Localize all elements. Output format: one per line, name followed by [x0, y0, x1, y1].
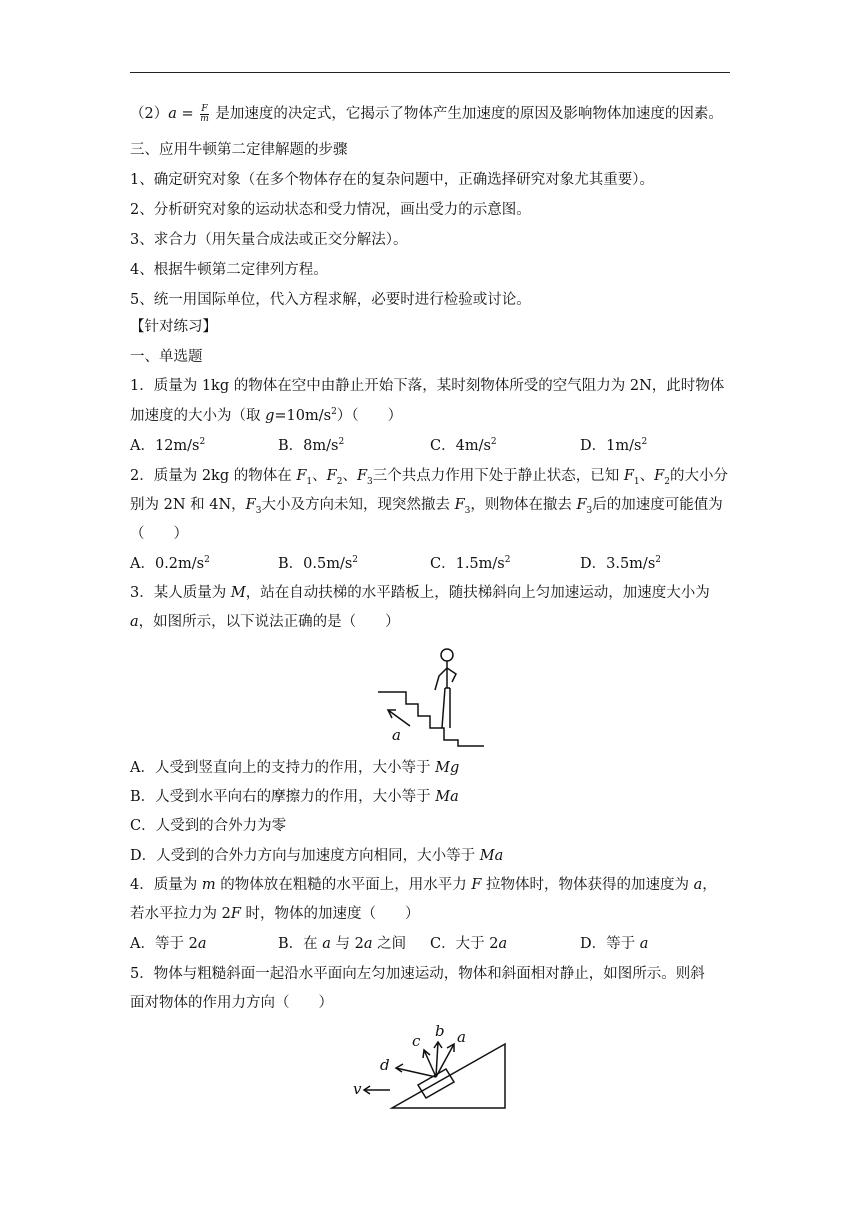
q2-option-c: C．$1.5m/s^2$ [430, 555, 511, 572]
q4-option-c: C．大于 2a [430, 936, 508, 952]
q4-option-a: A．等于 2a [130, 936, 207, 952]
arrow-label-b: b [435, 1022, 445, 1040]
step-5: 5、统一用国际单位，代入方程求解，必要时进行检验或讨论。 [130, 292, 531, 308]
q2-line-2: 别为 2N 和 4N，$F_3$大小及方向未知，现突然撤去 $F_3$，则物体在撤去 $F_3$后的加速度可能值为 [130, 497, 723, 516]
q3-option-b: B．人受到水平向右的摩擦力的作用，大小等于 Ma [130, 789, 459, 805]
section-heading: 三、应用牛顿第二定律解题的步骤 [130, 142, 348, 158]
q2-option-b: B．$0.5m/s^2$ [278, 555, 359, 572]
q4-line-2: 若水平拉力为 2F 时，物体的加速度（ ） [130, 906, 420, 922]
q1-option-d: D．$1m/s^2$ [580, 437, 648, 454]
q1-option-a: A．$12m/s^2$ [130, 437, 206, 454]
header-rule [130, 72, 730, 73]
formula-line: （2）a = $\frac{F}{m}$ 是加速度的决定式，它揭示了物体产生加速度的原因及影响物体加速度的因素。 [130, 103, 723, 124]
single-choice-heading: 一、单选题 [130, 349, 203, 365]
q5-line-1: 5．物体与粗糙斜面一起沿水平面向左匀加速运动，物体和斜面相对静止，如图所示。则斜 [130, 966, 705, 982]
q3-option-d: D．人受到的合外力方向与加速度方向相同，大小等于 Ma [130, 848, 504, 864]
step-1: 1、确定研究对象（在多个物体存在的复杂问题中，正确选择研究对象尤其重要）。 [130, 172, 654, 188]
arrow-label-d: d [380, 1056, 390, 1074]
q2-line-1: 2．质量为 2kg 的物体在 $F_1$、$F_2$、$F_3$三个共点力作用下处于静止状态，已知 $F_1$、$F_2$的大小分 [130, 468, 728, 487]
q1-option-c: C．$4m/s^2$ [430, 437, 497, 454]
velocity-label: v [353, 1080, 362, 1098]
q3-option-a: A．人受到竖直向上的支持力的作用，大小等于 Mg [130, 760, 460, 776]
fraction-f-over-m: $\frac{F}{m}$ [200, 103, 209, 124]
q2-option-d: D．$3.5m/s^2$ [580, 555, 661, 572]
q2-option-a: A．$0.2m/s^2$ [130, 555, 210, 572]
practice-heading: 【针对练习】 [130, 319, 217, 335]
q5-line-2: 面对物体的作用力方向（ ） [130, 995, 333, 1011]
q3-line-1: 3．某人质量为 M，站在自动扶梯的水平踏板上，随扶梯斜向上匀加速运动，加速度大小为 [130, 585, 710, 601]
q4-line-1: 4．质量为 m 的物体放在粗糙的水平面上，用水平力 F 拉物体时，物体获得的加速度为 a， [130, 877, 717, 893]
q1-line-1: 1．质量为 1kg 的物体在空中由静止开始下落，某时刻物体所受的空气阻力为 2N，此时物体 [130, 378, 725, 394]
q4-option-d: D．等于 a [580, 936, 649, 952]
q2-line-3: （ ） [130, 526, 188, 542]
arrow-label-c: c [412, 1032, 421, 1050]
step-2: 2、分析研究对象的运动状态和受力情况，画出受力的示意图。 [130, 202, 531, 218]
q1-option-b: B．$8m/s^2$ [278, 437, 345, 454]
acceleration-label: a [392, 726, 401, 744]
q3-line-2: a，如图所示，以下说法正确的是（ ） [130, 614, 400, 630]
incline-figure [350, 1022, 510, 1112]
escalator-figure [372, 642, 490, 748]
q4-option-b: B．在 a 与 2a 之间 [278, 936, 407, 952]
arrow-label-a: a [457, 1028, 466, 1046]
step-4: 4、根据牛顿第二定律列方程。 [130, 262, 328, 278]
q3-option-c: C．人受到的合外力为零 [130, 818, 287, 834]
step-3: 3、求合力（用矢量合成法或正交分解法）。 [130, 232, 408, 248]
q1-line-2: 加速度的大小为（取 $g=10m/s^2$）（ ） [130, 407, 403, 424]
